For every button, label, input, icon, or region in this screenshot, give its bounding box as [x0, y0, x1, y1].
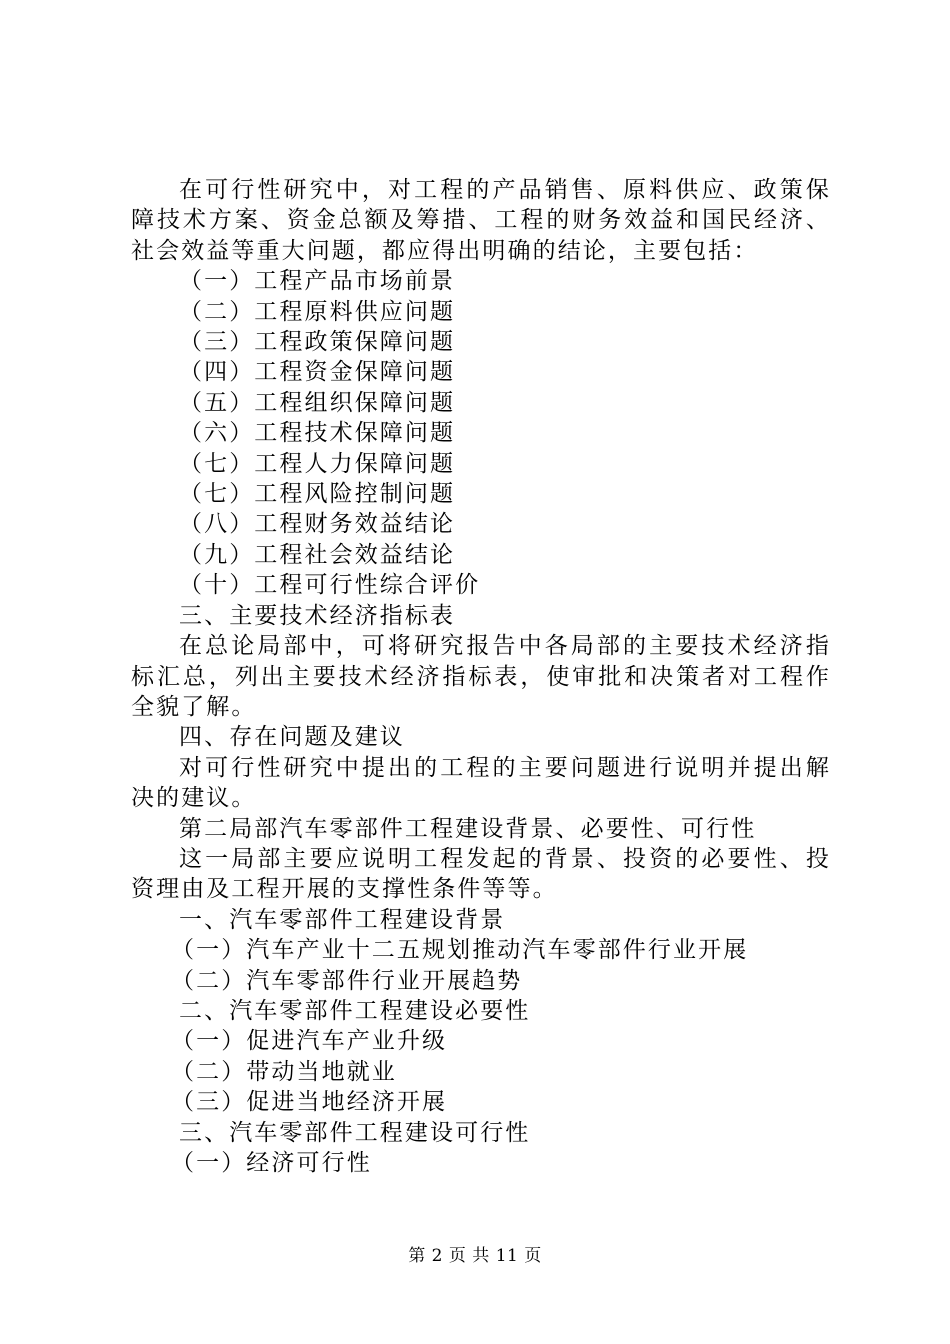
section-heading: 三、汽车零部件工程建设可行性	[179, 1119, 531, 1146]
section-heading: 一、汽车零部件工程建设背景	[179, 906, 506, 933]
paragraph: 在可行性研究中，对工程的产品销售、原料供应、政策保障技术方案、资金总额及筹措、工程的财务效益和国民经济、社会效益等重大问题，都应得出明确的结论，主要包括：	[131, 177, 831, 264]
section-heading: 四、存在问题及建议	[179, 724, 405, 751]
list-item: （二）工程原料供应问题	[179, 298, 456, 325]
list-item: （三）促进当地经济开展	[171, 1089, 448, 1116]
section-heading: 二、汽车零部件工程建设必要性	[179, 997, 531, 1024]
list-item: （七）工程人力保障问题	[179, 450, 456, 477]
list-item: （一）汽车产业十二五规划推动汽车零部件行业开展	[171, 937, 749, 964]
list-item: （四）工程资金保障问题	[179, 359, 456, 386]
section-heading: 三、主要技术经济指标表	[179, 602, 456, 629]
list-item: （二）汽车零部件行业开展趋势	[171, 967, 523, 994]
paragraph: 在总论局部中，可将研究报告中各局部的主要技术经济指标汇总，列出主要技术经济指标表，使审批和决策者对工程作全貌了解。	[131, 633, 831, 720]
list-item: （五）工程组织保障问题	[179, 389, 456, 416]
list-item: （一）促进汽车产业升级	[171, 1028, 448, 1055]
list-item: （八）工程财务效益结论	[179, 511, 456, 538]
list-item: （九）工程社会效益结论	[179, 541, 456, 568]
page-footer: 第 2 页 共 11 页	[408, 1246, 542, 1266]
list-item: （六）工程技术保障问题	[179, 420, 456, 447]
list-item: （三）工程政策保障问题	[179, 329, 456, 356]
list-item: （一）经济可行性	[171, 1150, 372, 1176]
list-item: （二）带动当地就业	[171, 1058, 397, 1085]
paragraph: 这一局部主要应说明工程发起的背景、投资的必要性、投资理由及工程开展的支撑性条件等等。	[131, 845, 831, 903]
list-item: （一）工程产品市场前景	[179, 268, 456, 295]
list-item: （七）工程风险控制问题	[179, 481, 456, 508]
list-item: （十）工程可行性综合评价	[179, 572, 481, 599]
part-heading: 第二局部汽车零部件工程建设背景、必要性、可行性	[179, 815, 757, 842]
paragraph: 对可行性研究中提出的工程的主要问题进行说明并提出解决的建议。	[131, 754, 831, 812]
document-body	[131, 175, 831, 1178]
